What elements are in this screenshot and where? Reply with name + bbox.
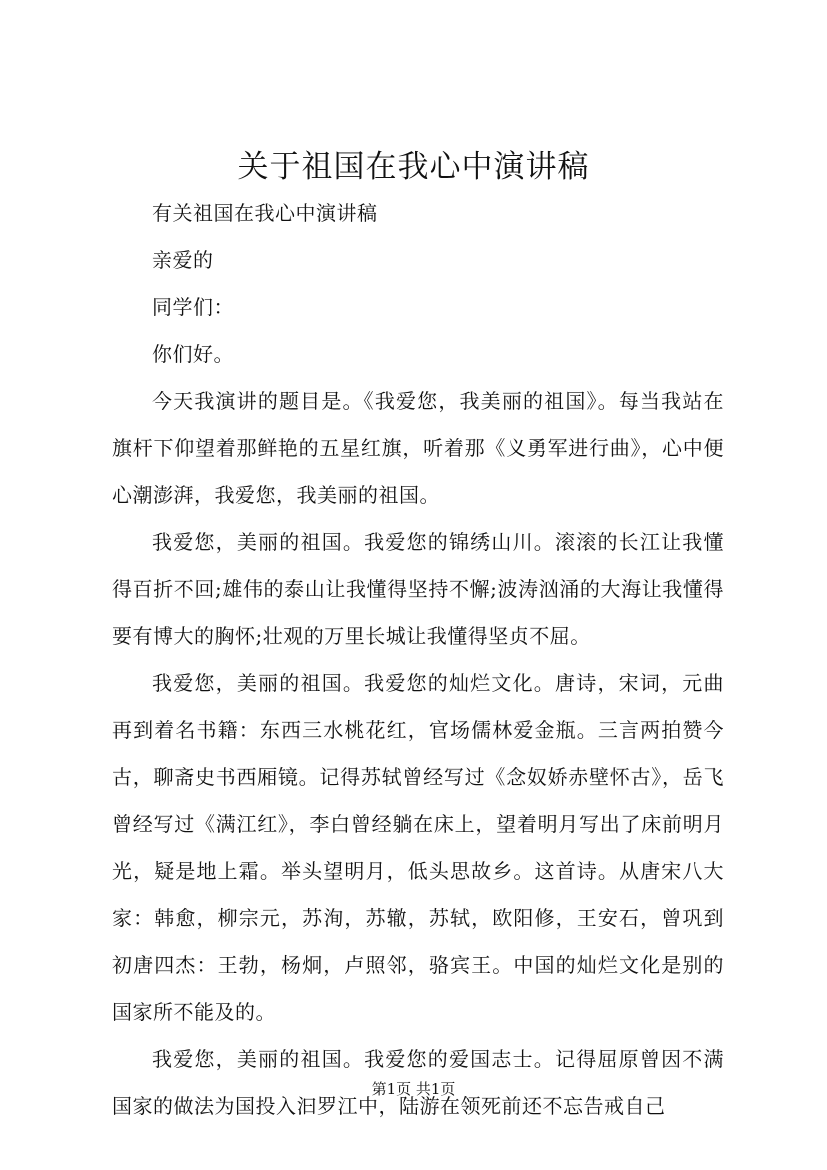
paragraph-greeting-3: 你们好。: [152, 342, 234, 366]
paragraph-patriots: 我爱您，美丽的祖国。我爱您的爱国志士。记得屈原曾因不满国家的做法为国投入汩罗江中，陆游在领死前还不忘告戒自己: [112, 1047, 724, 1118]
paragraph-greeting-1: 亲爱的: [152, 248, 214, 272]
paragraph-greeting-2: 同学们：: [152, 295, 234, 319]
paragraph-intro: 今天我演讲的题目是。《我爱您，我美丽的祖国》。每当我站在旗杆下仰望着那鲜艳的五星红旗，听着那《义勇军进行曲》，心中便心潮澎湃，我爱您，我美丽的祖国。: [112, 389, 724, 507]
document-body: [112, 190, 724, 1130]
paragraph-subtitle: 有关祖国在我心中演讲稿: [152, 201, 378, 225]
page-footer: 第1页 共1页: [371, 1080, 456, 1098]
paragraph-mountains-rivers: 我爱您，美丽的祖国。我爱您的锦绣山川。滚滚的长江让我懂得百折不回;雄伟的泰山让我懂得坚持不懈;波涛汹涌的大海让我懂得要有博大的胸怀;壮观的万里长城让我懂得坚贞不屈。: [112, 530, 724, 648]
paragraph-culture: 我爱您，美丽的祖国。我爱您的灿烂文化。唐诗，宋词，元曲再到着名书籍：东西三水桃花红，官场儒林爱金瓶。三言两拍赞今古，聊斋史书西厢镜。记得苏轼曾经写过《念奴娇赤壁怀古》，岳飞曾经写过《满江红》，李白曾经躺在床上，望着明月写出了床前明月光，疑是地上霜。举头望明月，低头思故乡。这首诗。从唐宋八大家：韩愈，柳宗元，苏洵，苏辙，苏轼，欧阳修，王安石，曾巩到初唐四杰：王勃，杨炯，卢照邻，骆宾王。中国的灿烂文化是别的国家所不能及的。: [112, 671, 724, 1024]
document-title: 关于祖国在我心中演讲稿: [237, 149, 590, 185]
